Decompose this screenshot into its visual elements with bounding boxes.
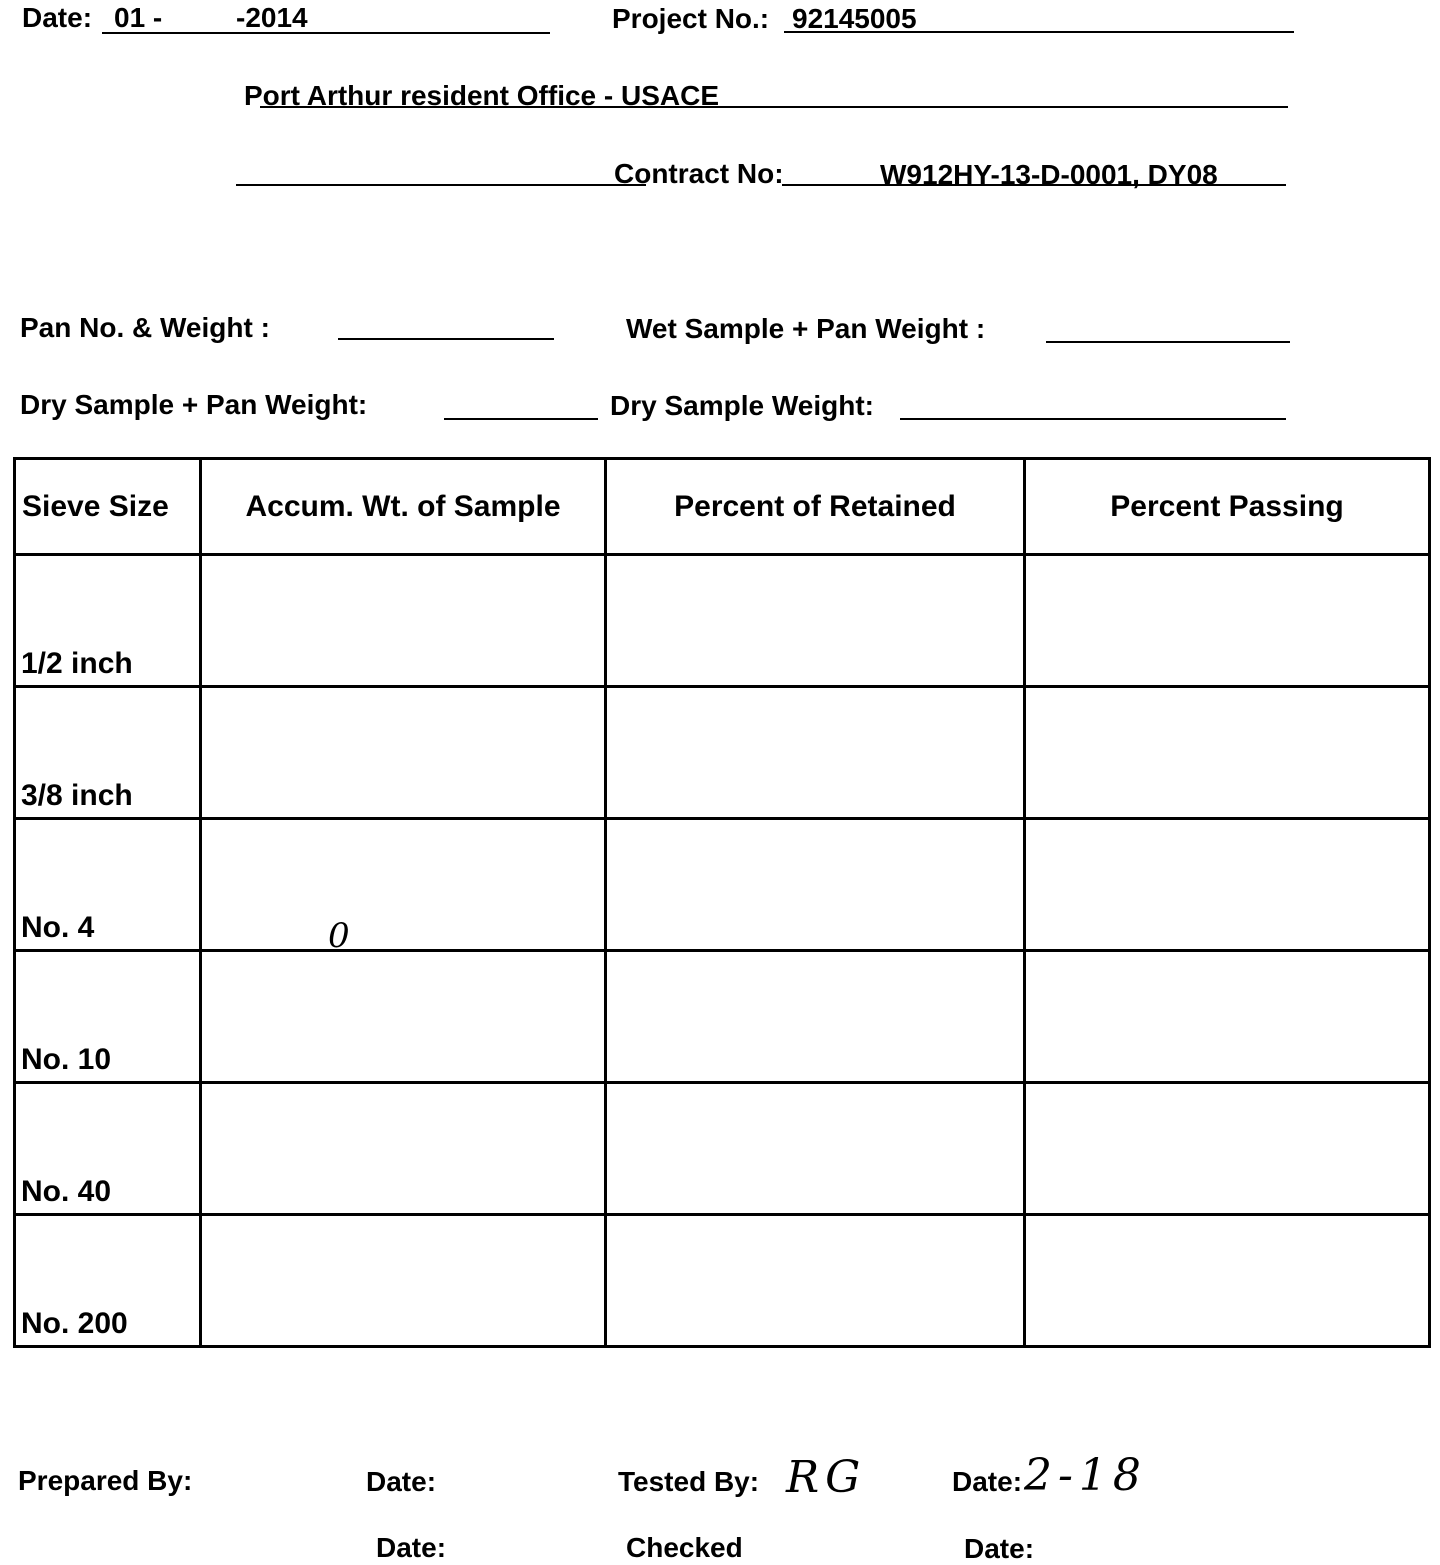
table-row: [15, 951, 1430, 1083]
passing-cell[interactable]: [1025, 555, 1430, 687]
date-underline: [102, 32, 550, 34]
accum-cell[interactable]: [201, 1083, 606, 1215]
tested-by-signature: RG: [786, 1452, 867, 1503]
date-value-year: -2014: [236, 2, 308, 33]
table-header-row: [15, 459, 1430, 555]
contract-label: Contract No:: [614, 158, 784, 189]
checked-label: Checked: [626, 1532, 743, 1563]
dry-sample-label: Dry Sample Weight:: [610, 390, 874, 421]
passing-cell[interactable]: [1025, 1215, 1430, 1347]
passing-cell[interactable]: [1025, 687, 1430, 819]
project-value: 92145005: [792, 3, 917, 34]
passing-cell[interactable]: [1025, 951, 1430, 1083]
wet-sample-field: [1046, 341, 1290, 343]
project-underline: [784, 31, 1294, 33]
pan-weight-field: [338, 338, 554, 340]
sieve-size-cell: 1/2 inch: [15, 555, 201, 687]
office-underline: [260, 106, 1288, 108]
retained-cell[interactable]: [606, 951, 1025, 1083]
office-name: Port Arthur resident Office - USACE: [244, 80, 720, 111]
header-sieve-size: Sieve Size: [15, 459, 201, 555]
checked-date-label: Date:: [964, 1533, 1035, 1564]
header-percent-passing: Percent Passing: [1025, 459, 1430, 555]
sieve-size-cell: No. 10: [15, 951, 201, 1083]
table-row: [15, 687, 1430, 819]
tested-by-label: Tested By:: [618, 1466, 760, 1497]
table-row: [15, 819, 1430, 951]
sieve-size-cell: No. 200: [15, 1215, 201, 1347]
wet-sample-label: Wet Sample + Pan Weight :: [626, 313, 986, 344]
date-value-day: 01 -: [114, 2, 163, 33]
sieve-size-cell: No. 4: [15, 819, 201, 951]
dry-sample-field: [900, 418, 1286, 420]
sieve-table: [13, 457, 1431, 1348]
retained-cell[interactable]: [606, 1215, 1025, 1347]
prepared-by-label: Prepared By:: [18, 1465, 193, 1496]
pan-weight-label: Pan No. & Weight :: [20, 312, 270, 343]
checked-date-left-label: Date:: [376, 1532, 447, 1563]
tested-date-value: 2-18: [1024, 1450, 1147, 1501]
dry-pan-weight-label: Dry Sample + Pan Weight:: [20, 389, 368, 420]
accum-cell[interactable]: [201, 555, 606, 687]
table-row: [15, 555, 1430, 687]
retained-cell[interactable]: [606, 555, 1025, 687]
accum-cell[interactable]: [201, 687, 606, 819]
retained-cell[interactable]: [606, 687, 1025, 819]
retained-cell[interactable]: [606, 819, 1025, 951]
contract-value: W912HY-13-D-0001, DY08: [880, 159, 1218, 190]
accum-cell[interactable]: [201, 819, 606, 951]
dry-pan-weight-field: [444, 418, 598, 420]
retained-cell[interactable]: [606, 1083, 1025, 1215]
accum-cell[interactable]: [201, 1215, 606, 1347]
passing-cell[interactable]: [1025, 1083, 1430, 1215]
date-label: Date:: [22, 2, 93, 33]
header-percent-retained: Percent of Retained: [606, 459, 1025, 555]
prepared-date-label: Date:: [366, 1466, 437, 1497]
passing-cell[interactable]: [1025, 819, 1430, 951]
sieve-size-cell: 3/8 inch: [15, 687, 201, 819]
table-row: [15, 1215, 1430, 1347]
table-row: [15, 1083, 1430, 1215]
contract-left-underline: [236, 184, 646, 186]
accum-cell[interactable]: [201, 951, 606, 1083]
tested-date-label: Date:: [952, 1466, 1023, 1497]
sieve-size-cell: No. 40: [15, 1083, 201, 1215]
project-label: Project No.:: [612, 3, 770, 34]
handwritten-accum-no4: 0: [328, 916, 350, 956]
contract-underline: [782, 184, 1286, 186]
header-accum-weight: Accum. Wt. of Sample: [201, 459, 606, 555]
